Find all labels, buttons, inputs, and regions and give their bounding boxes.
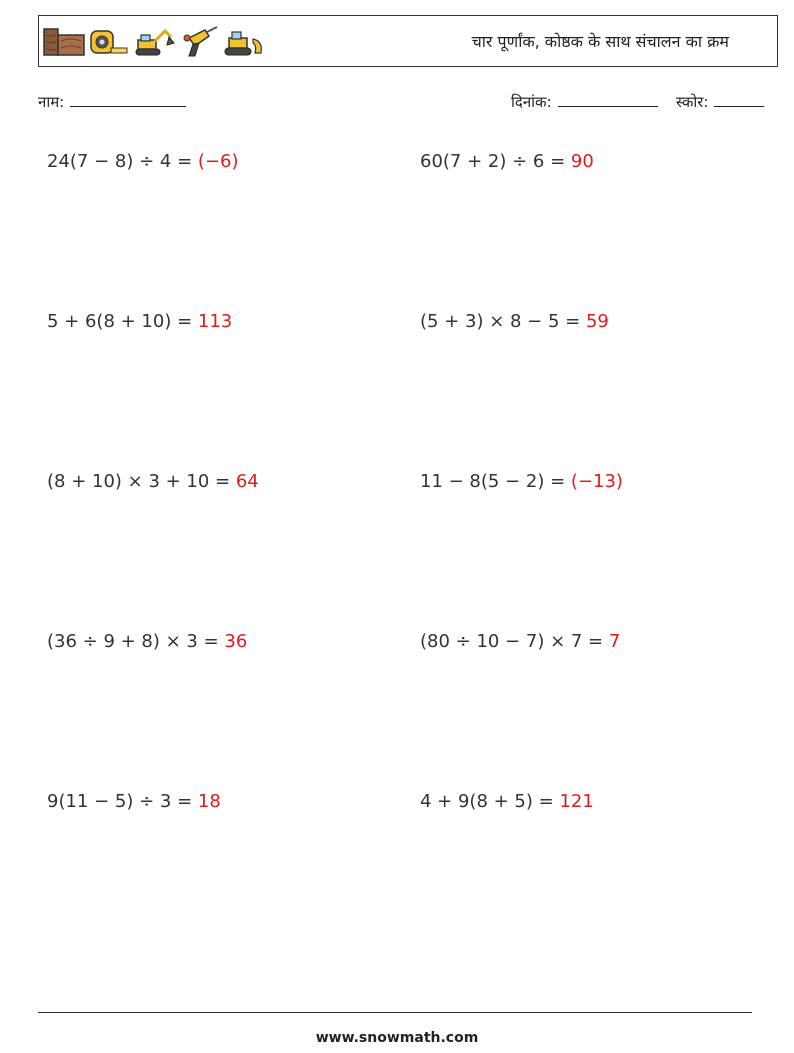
problem-expression: 11 − 8(5 − 2) = [420, 471, 571, 492]
problem-expression: (5 + 3) × 8 − 5 = [420, 311, 586, 332]
problem-answer: 59 [585, 311, 609, 332]
score-blank[interactable] [714, 92, 764, 107]
problem-answer: 90 [570, 151, 594, 172]
tape-measure-icon [89, 27, 129, 57]
problem-expression: (8 + 10) × 3 + 10 = [47, 471, 236, 492]
problem-answer: (−6) [197, 151, 239, 172]
problem-expression: (80 ÷ 10 − 7) × 7 = [420, 631, 609, 652]
problem-3 [47, 311, 232, 332]
footer-divider [38, 1012, 752, 1013]
bulldozer-icon [223, 27, 267, 57]
problem-5 [47, 471, 259, 492]
date-field[interactable] [511, 92, 658, 112]
wood-planks-icon [43, 27, 85, 57]
score-field[interactable] [676, 92, 764, 112]
excavator-icon [133, 27, 175, 57]
problem-6 [420, 471, 623, 492]
problem-10 [420, 791, 594, 812]
problem-7 [47, 631, 247, 652]
problem-expression: 60(7 + 2) ÷ 6 = [420, 151, 571, 172]
name-label: नाम: [38, 93, 65, 111]
problem-8 [420, 631, 620, 652]
header-icons [43, 24, 267, 60]
problem-answer: 7 [608, 631, 621, 652]
date-label: दिनांक: [511, 93, 552, 111]
header-box [38, 15, 778, 67]
drill-icon [179, 26, 219, 58]
problem-expression: (36 ÷ 9 + 8) × 3 = [47, 631, 225, 652]
footer-url[interactable]: www.snowmath.com [315, 1030, 479, 1046]
name-field[interactable] [38, 92, 186, 112]
problem-9 [47, 791, 221, 812]
worksheet-title: चार पूर्णांक, कोष्ठक के साथ संचालन का क्रम [471, 32, 729, 51]
name-blank[interactable] [70, 92, 186, 107]
problem-answer: 36 [224, 631, 248, 652]
score-label: स्कोर: [676, 93, 709, 111]
problem-expression: 5 + 6(8 + 10) = [47, 311, 198, 332]
problem-expression: 9(11 − 5) ÷ 3 = [47, 791, 198, 812]
problem-answer: 64 [235, 471, 259, 492]
problem-1 [47, 151, 238, 172]
problem-4 [420, 311, 609, 332]
problem-answer: (−13) [570, 471, 623, 492]
problem-2 [420, 151, 594, 172]
date-blank[interactable] [558, 92, 658, 107]
problem-answer: 113 [197, 311, 233, 332]
problem-answer: 18 [197, 791, 221, 812]
problem-expression: 4 + 9(8 + 5) = [420, 791, 560, 812]
problem-answer: 121 [559, 791, 594, 812]
problem-expression: 24(7 − 8) ÷ 4 = [47, 151, 198, 172]
